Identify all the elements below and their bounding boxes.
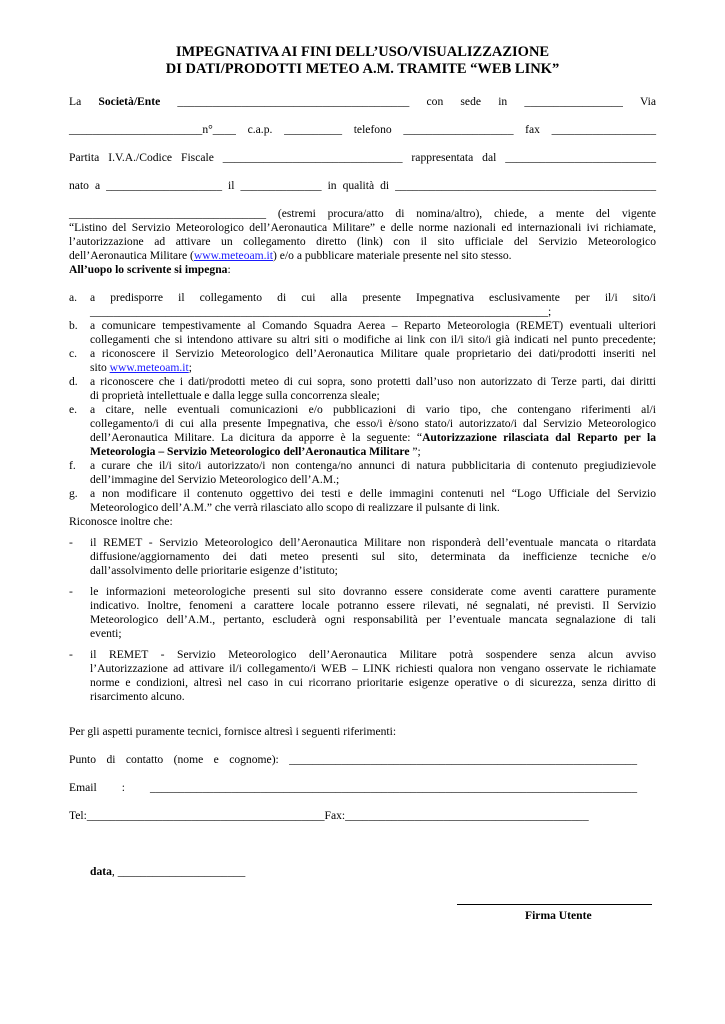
commitment-line: Meteorologia – Servizio Meteorologico dell’Aeronautica Militare ”; xyxy=(90,445,421,458)
acknowledgement-line: eventi; xyxy=(90,627,122,640)
commitment-line: collegamento/i di cui alla presente Impegnativa, che esso/i è/sono stato/i autorizzato/i dal Servizio Meteorologico xyxy=(90,417,656,430)
meteoam-link[interactable]: www.meteoam.it xyxy=(193,249,274,262)
intro-line: __________________________________ (estremi procura/atto di nomina/altro), chiede, a mente del vigente xyxy=(69,207,656,220)
intro-line: dell’Aeronautica Militare (www.meteoam.it) e/o a pubblicare materiale presente nel sito stesso. xyxy=(69,249,512,262)
meteoam-link[interactable]: www.meteoam.it xyxy=(109,361,189,374)
commitment-line: Meteorologico dell’A.M.” che verrà rilasciato allo scopo di realizzare il pulsante di link. xyxy=(90,501,500,514)
list-marker: - xyxy=(69,648,73,661)
technical-intro: Per gli aspetti puramente tecnici, fornisce altresì i seguenti riferimenti: xyxy=(69,725,397,738)
list-marker: g. xyxy=(69,487,78,500)
list-marker: e. xyxy=(69,403,78,416)
signature-label: Firma Utente xyxy=(525,909,592,922)
acknowledgement-line: dall’assolvimento delle prioritarie esigenze d’istituto; xyxy=(90,564,338,577)
acknowledgement-line: risarcimento alcuno. xyxy=(90,690,185,703)
list-marker: d. xyxy=(69,375,78,388)
acknowledgement-line: le informazioni meteorologiche presenti sul sito dovranno essere considerate come aventi carattere puramente xyxy=(90,585,656,598)
commitment-line: a comunicare tempestivamente al Comando Squadra Aerea – Reparto Meteorologia (REMET) eventuali ulteriori xyxy=(90,319,656,332)
acknowledgement-line: il REMET - Servizio Meteorologico dell’Aeronautica Militare potrà sospendere senza alcun avviso xyxy=(90,648,656,661)
acknowledges-label: Riconosce inoltre che: xyxy=(69,515,173,528)
field-row-vat: Partita I.V.A./Codice Fiscale _______________________________ rappresentata dal __________________________ xyxy=(69,151,656,164)
commitment-line: sito www.meteoam.it; xyxy=(90,361,192,374)
acknowledgement-line: indicativo. Inoltre, fenomeni a carattere locale potranno essere rilevati, né segnalati, né previsti. Il Servizio xyxy=(90,599,656,612)
signature-line[interactable] xyxy=(457,904,652,905)
list-marker: a. xyxy=(69,291,78,304)
field-row-birth: nato a ____________________ il ______________ in qualità di _____________________________________________ xyxy=(69,179,656,192)
list-marker: b. xyxy=(69,319,78,332)
email-field[interactable]: Email : ____________________________________________________________________________________ xyxy=(69,781,637,794)
commitment-line: a citare, nelle eventuali comunicazioni e/o pubblicazioni di vario tipo, che contengano riferimenti al/i xyxy=(90,403,656,416)
acknowledgement-line: Meteorologico dell’A.M., pertanto, escluderà ogni responsabilità per l’eventuale mancata segnalazione di tali xyxy=(90,613,656,626)
document-title-line-2: DI DATI/PRODOTTI METEO A.M. TRAMITE “WEB LINK” xyxy=(165,61,560,77)
commitment-heading: All’uopo lo scrivente si impegna: xyxy=(69,263,231,276)
commitment-line: a non modificare il contenuto oggettivo dei testi e delle immagini contenuti nel “Logo Ufficiale del Servizio xyxy=(90,487,656,500)
commitment-line: a predisporre il collegamento di cui alla presente Impegnativa esclusivamente per il/i sito/i xyxy=(90,291,656,304)
list-marker: - xyxy=(69,585,73,598)
intro-line: “Listino del Servizio Meteorologico dell’Aeronautica Militare” e delle norme nazionali ed internazionali ivi richiamate, xyxy=(69,221,656,234)
tel-fax-field[interactable]: Tel:_________________________________________Fax:__________________________________________ xyxy=(69,809,589,822)
acknowledgement-line: il REMET - Servizio Meteorologico dell’Aeronautica Militare non risponderà dell’eventuale mancata o ritardata xyxy=(90,536,656,549)
list-marker: - xyxy=(69,536,73,549)
list-marker: f. xyxy=(69,459,76,472)
document-title-line-1: IMPEGNATIVA AI FINI DELL’USO/VISUALIZZAZIONE xyxy=(175,44,550,60)
date-field[interactable]: data, ______________________ xyxy=(90,865,246,878)
commitment-line: dell’Aeronautica Militare. La dicitura da apporre è la seguente: “Autorizzazione rilasciata dal Reparto per la xyxy=(90,431,656,444)
commitment-line: a riconoscere il Servizio Meteorologico dell’Aeronautica Militare quale proprietario dei dati/prodotti inseriti nel xyxy=(90,347,656,360)
acknowledgement-line: l’Autorizzazione ad attivare il/i collegamento/i WEB – LINK richiesti qualora non vengano osservate le richiamate xyxy=(90,662,656,675)
field-row-address: _______________________n°____ c.a.p. __________ telefono ___________________ fax __________________ xyxy=(69,123,656,136)
list-marker: c. xyxy=(69,347,78,360)
field-row-company: La Società/Ente ________________________________________ con sede in _________________ Via xyxy=(69,95,656,108)
contact-field[interactable]: Punto di contatto (nome e cognome): ____________________________________________________________ xyxy=(69,753,637,766)
acknowledgement-line: norme e condizioni, altresì nel caso in cui ricorrano prioritarie esigenze operative o di sicurezza, senza diritto di xyxy=(90,676,656,689)
commitment-line: a curare che il/i sito/i autorizzato/i non contenga/no annunci di natura pubblicitaria di contenuto pregiudizievole xyxy=(90,459,656,472)
acknowledgement-line: diffusione/aggiornamento dei dati meteo presenti sul sito, determinata da inefficienze tecniche e/o xyxy=(90,550,656,563)
commitment-line: di proprietà intellettuale e dalla legge sulla concorrenza sleale; xyxy=(90,389,380,402)
intro-line: l’autorizzazione ad attivare un collegamento diretto (link) con il sito ufficiale del Servizio Meteorologico xyxy=(69,235,656,248)
commitment-line: dell’immagine del Servizio Meteorologico dell’A.M.; xyxy=(90,473,340,486)
commitment-line: collegamenti che si intendono attivare su altri siti o modifiche ai link con il/i sito/i già indicati nel punto precedente; xyxy=(90,333,656,346)
commitment-blank-line: _______________________________________________________________________________; xyxy=(90,305,552,318)
commitment-line: a riconoscere che i dati/prodotti meteo di cui sopra, sono protetti dall’uso non autorizzato di Terze parti, dai diritti xyxy=(90,375,656,388)
